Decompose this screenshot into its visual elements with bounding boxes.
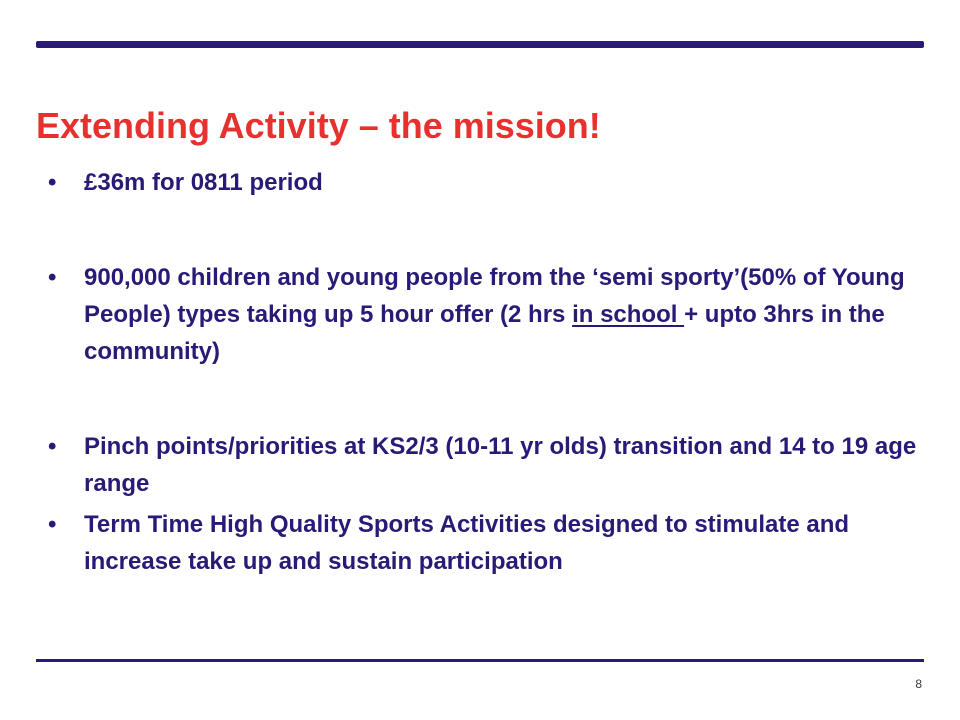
top-divider [36,41,924,48]
bullet-icon: • [48,511,57,538]
bullet-item-children [44,259,924,370]
bullet-item-pinch-points [44,428,924,502]
bullet-text: £36m for 0811 period [84,169,323,196]
bullet-item-funding [44,164,924,201]
bullet-icon: • [48,169,57,196]
bullet-text-underlined: in school [572,301,685,328]
bullet-text-start: 900,000 children and young people from the ‘semi sporty’(50% of Young People) types taking up 5 hour offer (2 hrs [84,264,905,328]
bullet-list [44,164,924,580]
bullet-item-term-time [44,506,924,580]
bottom-divider [36,659,924,662]
bullet-icon: • [48,433,57,460]
bullet-text-end: + upto 3hrs in the community) [84,301,885,365]
page-number: 8 [915,677,922,691]
slide-title: Extending Activity – the mission! [36,105,601,146]
bullet-text: Term Time High Quality Sports Activities designed to stimulate and increase take up and sustain participation [84,511,850,575]
bullet-icon: • [48,264,57,291]
bullet-text: Pinch points/priorities at KS2/3 (10-11 yr olds) transition and 14 to 19 age range [84,433,917,497]
